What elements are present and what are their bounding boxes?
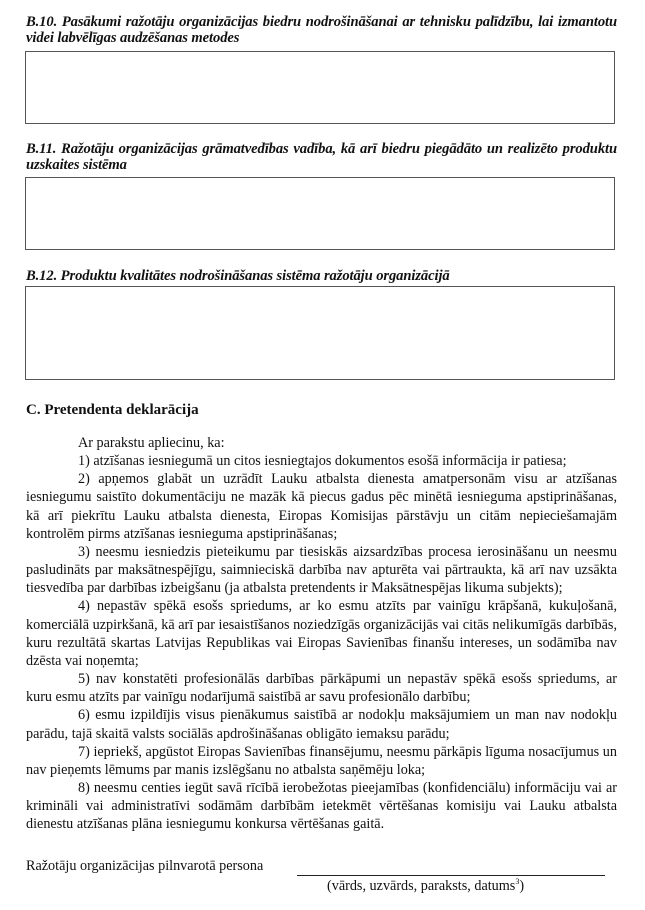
declaration-item: 4) nepastāv spēkā esošs spriedums, ar ko esmu atzīts par vainīgu krāpšanā, kukuļošanā, komerciālā uzpirkšanā, kā arī par iesaistīšanos noziedzīgās organizācijās vai citās nelikumīgās darbībās, kuru rezultātā skartas Latvijas Republikas vai Eiropas Savienības finanšu intereses, un sodāmība nav dzēsta vai noņemta; [26,598,617,669]
signature-label: Ražotāju organizācijas pilnvarotā persona [26,858,264,874]
declaration-item: 5) nav konstatēti profesionālās darbības pārkāpumi un nepastāv spēkā esošs spriedums, ar kuru esmu atzīts par vainīgu nodarījumā saistībā ar savu profesionālo darbību; [26,671,617,706]
declaration-item: 3) neesmu iesniedzis pieteikumu par tiesiskās aizsardzības procesa ierosināšanu un neesmu pasludināts par maksātnespējīgu, saimnieciskā darbība nav apturēta vai pārtraukta, kā arī nav uzsākta tiesvedība par darbības izbeigšanu (ja atbalsta pretendents ir Maksātnespējas likuma subjekts); [26,543,617,597]
declaration-intro: Ar parakstu apliecinu, ka: [78,435,225,451]
b10-answer-box[interactable] [25,51,615,124]
b11-heading: B.11. Ražotāju organizācijas grāmatvedības vadība, kā arī biedru piegādāto un realizēto produktu uzskaites sistēma [26,141,617,173]
declaration-item: 7) iepriekš, apgūstot Eiropas Savienības finansējumu, neesmu pārkāpis līguma nosacījumus un nav pieņemts lēmums par manis izslēgšanu no atbalsta saņēmēju loka; [26,743,617,778]
b11-answer-box[interactable] [25,177,615,250]
declaration-item: 8) neesmu centies iegūt savā rīcībā ierobežotas pieejamības (konfidenciālu) informāciju vai ar krimināli vai administratīvi sodāmām darbībām ietekmēt vērtēšanas komisiju vai Lauku atbalsta dienestu atzīšanas plāna iesniegumu konkursa vērtēšanas gaitā. [26,779,617,833]
b12-answer-box[interactable] [25,286,615,380]
b10-heading: B.10. Pasākumi ražotāju organizācijas biedru nodrošināšanai ar tehnisku palīdzību, lai izmantotu videi labvēlīgas audzēšanas metodes [26,14,617,46]
declaration-item: 6) esmu izpildījis visus pienākumus saistībā ar nodokļu maksājumiem un man nav nodokļu parādu, tajā skaitā valsts sociālās apdrošināšanas obligāto iemaksu parādu; [26,707,617,742]
signature-hint-text: (vārds, uzvārds, paraksts, datums [327,878,516,894]
declaration-item: 2) apņemos glabāt un uzrādīt Lauku atbalsta dienesta amatpersonām visu ar atzīšanas iesniegumu saistīto dokumentāciju ne mazāk kā piecus gadus pēc minētā iesnieguma apstiprināšanas, kā arī piekrītu Lauku atbalsta dienesta, Eiropas Komisijas pārstāvju un citām nepieciešamajām kontrolēm pirms atzīšanas iesnieguma apstiprināšanas; [26,471,617,542]
declaration-title: C. Pretendenta deklarācija [26,402,199,418]
signature-hint-close: ) [519,878,525,894]
signature-line[interactable] [297,875,605,876]
declaration-body [26,434,617,833]
b12-heading: B.12. Produktu kvalitātes nodrošināšanas sistēma ražotāju organizācijā [26,268,450,284]
footnote-ref: 3 [515,877,520,886]
declaration-item: 1) atzīšanas iesniegumā un citos iesniegtajos dokumentos esošā informācija ir patiesa; [78,453,567,470]
signature-hint [327,877,524,895]
